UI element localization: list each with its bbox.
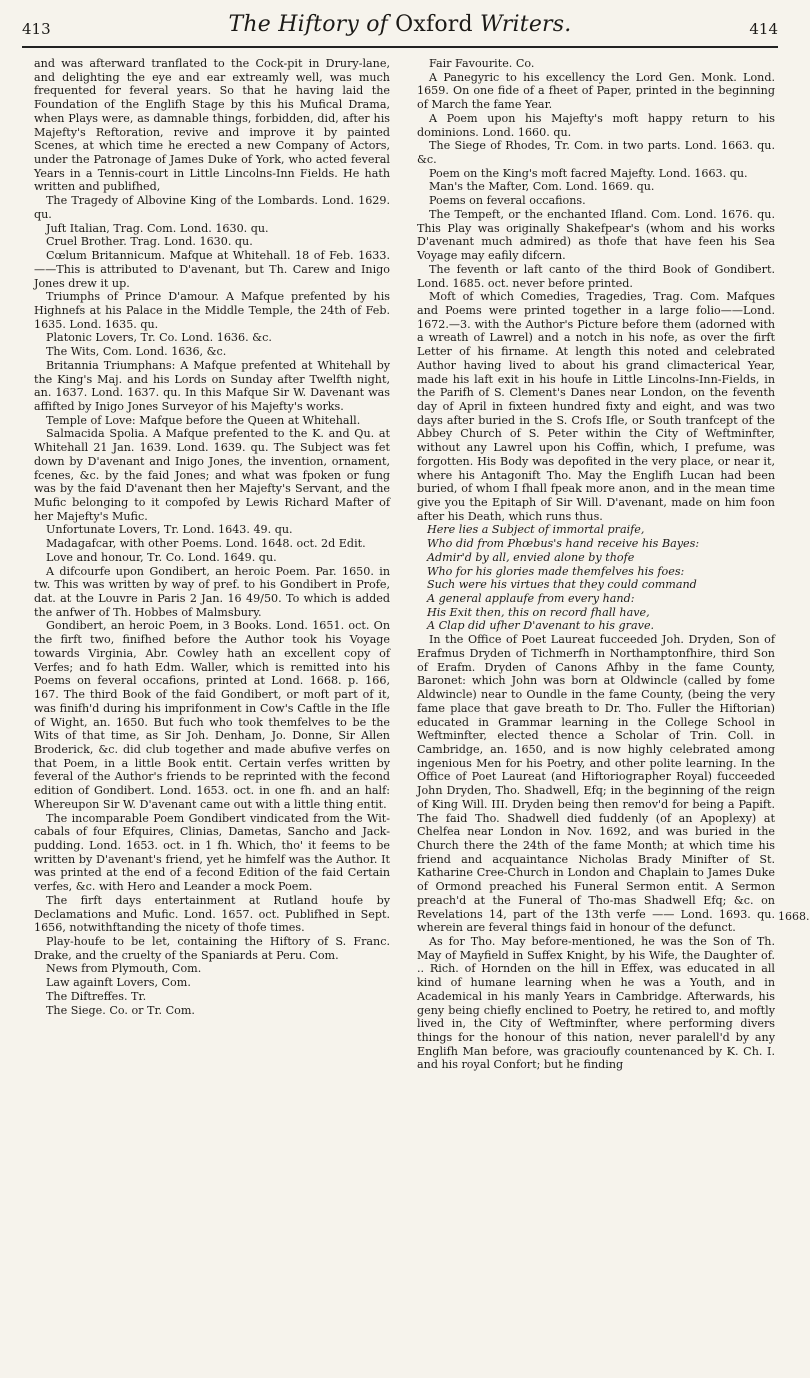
left-column-paragraph: Juft Italian, Trag. Com. Lond. 1630. qu. bbox=[46, 221, 269, 235]
left-column-paragraph: Salmacida Spolia. A Mafque prefented to the K. and Qu. at Whitehall 21 Jan. 1639. Lond. 1639. qu. The Subject was fet down by D'avenant and Inigo Jones, the invention, ornament, fcenes, &c. by the faid Jones; and what was fpoken or fung was by the faid D'avenant then her Majefty's Servant, and the Mufic belonging to it compofed by Lewis Richard Mafter of her Majefty's Mufic. bbox=[34, 427, 390, 523]
right-column bbox=[417, 57, 775, 1072]
right-column-epitaph-line: Such were his virtues that they could command bbox=[427, 578, 697, 592]
left-column-paragraph: News from Plymouth, Com. bbox=[46, 962, 202, 976]
left-column-paragraph: The Siege. Co. or Tr. Com. bbox=[46, 1003, 195, 1017]
left-column-paragraph: Britannia Triumphans: A Mafque prefented at Whitehall by the King's Maj. and his Lords on Sunday after Twelfth night, an. 1637. Lond. 1637. qu. In this Mafque Sir W. Davenant was affifted by Inigo Jones Surveyor of his Majefty's works. bbox=[34, 358, 390, 413]
right-column-epitaph-line: Here lies a Subject of immortal praife, bbox=[427, 523, 645, 537]
right-column-epitaph-line: Who for his glories made themfelves his foes: bbox=[427, 564, 685, 578]
right-column-paragraph: In the Office of Poet Laureat fucceeded Joh. Dryden, Son of Erafmus Dryden of Tichmerfh in Northamptonfhire, third Son of Erafm. Dryden of Canons Afhby in the fame County, Baronet: which John was born at Oldwincle (called by fome Aldwincle) near to Oundle in the fame County, (being the very fame place that gave breath to Dr. Tho. Fuller the Hiftorian) educated in Grammar learning in the College School in Weftminfter, elected thence a Scholar of Trin. Coll. in Cambridge, an. 1650, and is now highly celebrated among ingenious Men for his Poetry, and other polite learning. In the Office of Poet Laureat (and Hiftoriographer Royal) fucceeded John Dryden, Tho. Shadwell, Efq; in the beginning of the reign of King Will. III. Dryden being then remov'd for being a Papift. The faid Tho. Shadwell died fuddenly (of an Apoplexy) at Chelfea near London in Nov. 1692, and was buried in the Church there the 24th of the fame Month; at which time his friend and acquaintance Nicholas Brady Minifter of St. Katharine Cree-Church in London and Chaplain to James Duke of Ormond preached his Funeral Sermon entit. A Sermon preach'd at the Funeral of Tho-mas Shadwell Efq; &c. on Revelations 14, part of the 13th verfe —— Lond. 1693. qu. wherein are feveral things faid in honour of the defunct. bbox=[417, 633, 775, 935]
right-column-paragraph: Moft of which Comedies, Tragedies, Trag. Com. Mafques and Poems were printed together in a large folio——Lond. 1672.—3. with the Author's Picture before them (adorned with a wreath of Lawrel) and a notch in his nofe, as over the firft Letter of his firname. At length this noted and celebrated Author having lived to about his grand climacterical Year, made his laft exit in his houfe in Little Lincolns-Inn-Fields, in the Parifh of S. Clement's Danes near London, on the feventh day of April in fixteen hundred fixty and eight, and was two days after buried in the S. Crofs Ifle, or South tranfcept of the Abbey Church of S. Peter within the City of Weftminfter, without any Lawrel upon his Coffin, which, I prefume, was forgotten. His Body was depofited in the very place, or near it, where his Antagonift Tho. May the Englifh Lucan had been buried, of whom I fhall fpeak more anon, and in the mean time give you the Epitaph of Sir Will. D'avenant, made on him foon after his Death, which runs thus. bbox=[417, 290, 775, 523]
right-column-paragraph: A Panegyric to his excellency the Lord Gen. Monk. Lond. 1659. On one fide of a fheet of Paper, printed in the beginning of March the fame Year. bbox=[417, 70, 775, 112]
left-column-paragraph: Triumphs of Prince D'amour. A Mafque prefented by his Highnefs at his Palace in the Middle Temple, the 24th of Feb. 1635. Lond. 1635. qu. bbox=[34, 290, 390, 331]
running-title-part1: The Hiftory of bbox=[228, 12, 396, 37]
left-column bbox=[34, 57, 390, 1017]
right-column-epitaph-line: Who did from Phœbus's hand receive his Bayes: bbox=[427, 537, 700, 551]
right-column-epitaph-line: Admir'd by all, envied alone by thofe bbox=[427, 550, 635, 564]
left-column-paragraph: A difcourfe upon Gondibert, an heroic Poem. Par. 1650. in tw. This was written by way of pref. to his Gondibert in Profe, dat. at the Louvre in Paris 2 Jan. 16 49/50. To which is added the anfwer of Th. Hobbes of Malmsbury. bbox=[34, 564, 390, 619]
right-column-paragraph: The Tempeft, or the enchanted Ifland. Com. Lond. 1676. qu. This Play was originally Shakefpear's (whom and his works D'avenant much admired) as thofe that have feen his Sea Voyage may eafily difcern. bbox=[417, 207, 775, 263]
left-column-paragraph: and was afterward tranflated to the Cock-pit in Drury-lane, and delighting the eye and ear extreamly well, was much frequented for feveral years. So that he having laid the Foundation of the Englifh Stage by this his Mufical Drama, when Plays were, as damnable things, forbidden, did, after his Majefty's Reftoration, revive and improve it by painted Scenes, at which time he erected a new Company of Actors, under the Patronage of James Duke of York, who acted feveral Years in a Tennis-court in Little Lincolns-Inn Fields. He hath written and publifhed, bbox=[34, 57, 390, 194]
left-column-paragraph: The Diftreffes. Tr. bbox=[46, 989, 147, 1003]
left-column-paragraph: The incomparable Poem Gondibert vindicated from the Wit-cabals of four Efquires, Clinias, Dametas, Sancho and Jack-pudding. Lond. 1653. oct. in 1 fh. Which, tho' it feems to be written by D'avenant's friend, yet he himfelf was the Author. It was printed at the end of a fecond Edition of the faid Certain verfes, &c. with Hero and Leander a mock Poem. bbox=[34, 811, 390, 894]
left-column-paragraph: Unfortunate Lovers, Tr. Lond. 1643. 49. qu. bbox=[46, 523, 293, 537]
right-column-epitaph-line: A Clap did ufher D'avenant to his grave. bbox=[427, 619, 655, 633]
left-column-paragraph: Law againft Lovers, Com. bbox=[46, 976, 191, 990]
right-column-paragraph: Poem on the King's moft facred Majefty. Lond. 1663. qu. bbox=[429, 166, 748, 180]
left-column-paragraph: The firft days entertainment at Rutland houfe by Declamations and Mufic. Lond. 1657. oct. Publifhed in Sept. 1656, notwithftanding the nicety of thofe times. bbox=[34, 893, 390, 935]
page-number-left: 413 bbox=[22, 20, 51, 38]
left-column-paragraph: Madagafcar, with other Poems. Lond. 1648. oct. 2d Edit. bbox=[46, 537, 366, 551]
right-column-paragraph: Poems on feveral occafions. bbox=[429, 194, 586, 208]
right-column-paragraph: The Siege of Rhodes, Tr. Com. in two parts. Lond. 1663. qu. &c. bbox=[417, 139, 775, 167]
margin-year-note: 1668. bbox=[778, 910, 810, 923]
running-title-part3: Writers. bbox=[472, 12, 572, 37]
running-title-part2: Oxford bbox=[395, 12, 473, 37]
right-column-epitaph-line: A general applaufe from every hand: bbox=[427, 592, 635, 606]
header-rule bbox=[22, 46, 778, 48]
left-column-paragraph: The Wits, Com. Lond. 1636, &c. bbox=[46, 345, 227, 359]
right-column-paragraph: The feventh or laft canto of the third Book of Gondibert. Lond. 1685. oct. never before printed. bbox=[417, 262, 775, 290]
right-column-paragraph: Fair Favourite. Co. bbox=[429, 57, 535, 70]
left-column-paragraph: The Tragedy of Albovine King of the Lombards. Lond. 1629. qu. bbox=[34, 194, 390, 221]
left-column-paragraph: Temple of Love: Mafque before the Queen at Whitehall. bbox=[46, 413, 361, 427]
left-column-paragraph: Love and honour, Tr. Co. Lond. 1649. qu. bbox=[46, 550, 277, 564]
left-column-paragraph: Platonic Lovers, Tr. Co. Lond. 1636. &c. bbox=[46, 331, 272, 345]
left-column-paragraph: Play-houfe to be let, containing the Hiftory of S. Franc. Drake, and the cruelty of the Spaniards at Peru. Com. bbox=[34, 935, 390, 962]
right-column-epitaph-line: His Exit then, this on record fhall have, bbox=[427, 605, 650, 619]
right-column-paragraph: A Poem upon his Majefty's moft happy return to his dominions. Lond. 1660. qu. bbox=[417, 111, 775, 139]
left-column-paragraph: Cœlum Britannicum. Mafque at Whitehall. 18 of Feb. 1633.——This is attributed to D'avenant, but Th. Carew and Inigo Jones drew it up. bbox=[34, 249, 390, 290]
page-number-right: 414 bbox=[749, 20, 778, 38]
left-column-paragraph: Cruel Brother. Trag. Lond. 1630. qu. bbox=[46, 235, 253, 249]
running-title bbox=[22, 12, 778, 37]
running-header bbox=[22, 6, 778, 44]
right-column-paragraph: Man's the Mafter, Com. Lond. 1669. qu. bbox=[429, 180, 655, 194]
left-column-paragraph: Gondibert, an heroic Poem, in 3 Books. Lond. 1651. oct. On the firft two, finifhed before the Author took his Voyage towards Virginia, Abr. Cowley hath an excellent copy of Verfes; and fo hath Edm. Waller, which is remitted into his Poems on feveral occafions, printed at Lond. 1668. p. 166, 167. The third Book of the faid Gondibert, or moft part of it, was finifh'd during his imprifonment in Cow's Caftle in the Ifle of Wight, an. 1650. But fuch who took themfelves to be the Wits of that time, as Sir Joh. Denham, Jo. Donne, Sir Allen Broderick, &c. did club together and made abufive verfes on that Poem, in a little Book entit. Certain verfes written by feveral of the Author's friends to be reprinted with the fecond edition of Gondibert. Lond. 1653. oct. in one fh. and an half: Whereupon Sir W. D'avenant came out with a little thing entit. bbox=[34, 619, 390, 811]
right-column-paragraph: As for Tho. May before-mentioned, he was the Son of Th. May of Mayfield in Suffex Knight, by his Wife, the Daughter of. .. Rich. of Hornden on the hill in Effex, was educated in all kind of humane learning when he was a Youth, and in Academical in his manly Years in Cambridge. Afterwards, his geny being chiefly enclined to Poetry, he retired to, and moftly lived in, the City of Weftminfter, where performing divers things for the honour of this nation, never paralell'd by any Englifh Man before, was gracioufly countenanced by K. Ch. I. and his royal Confort; but he finding bbox=[417, 935, 775, 1072]
